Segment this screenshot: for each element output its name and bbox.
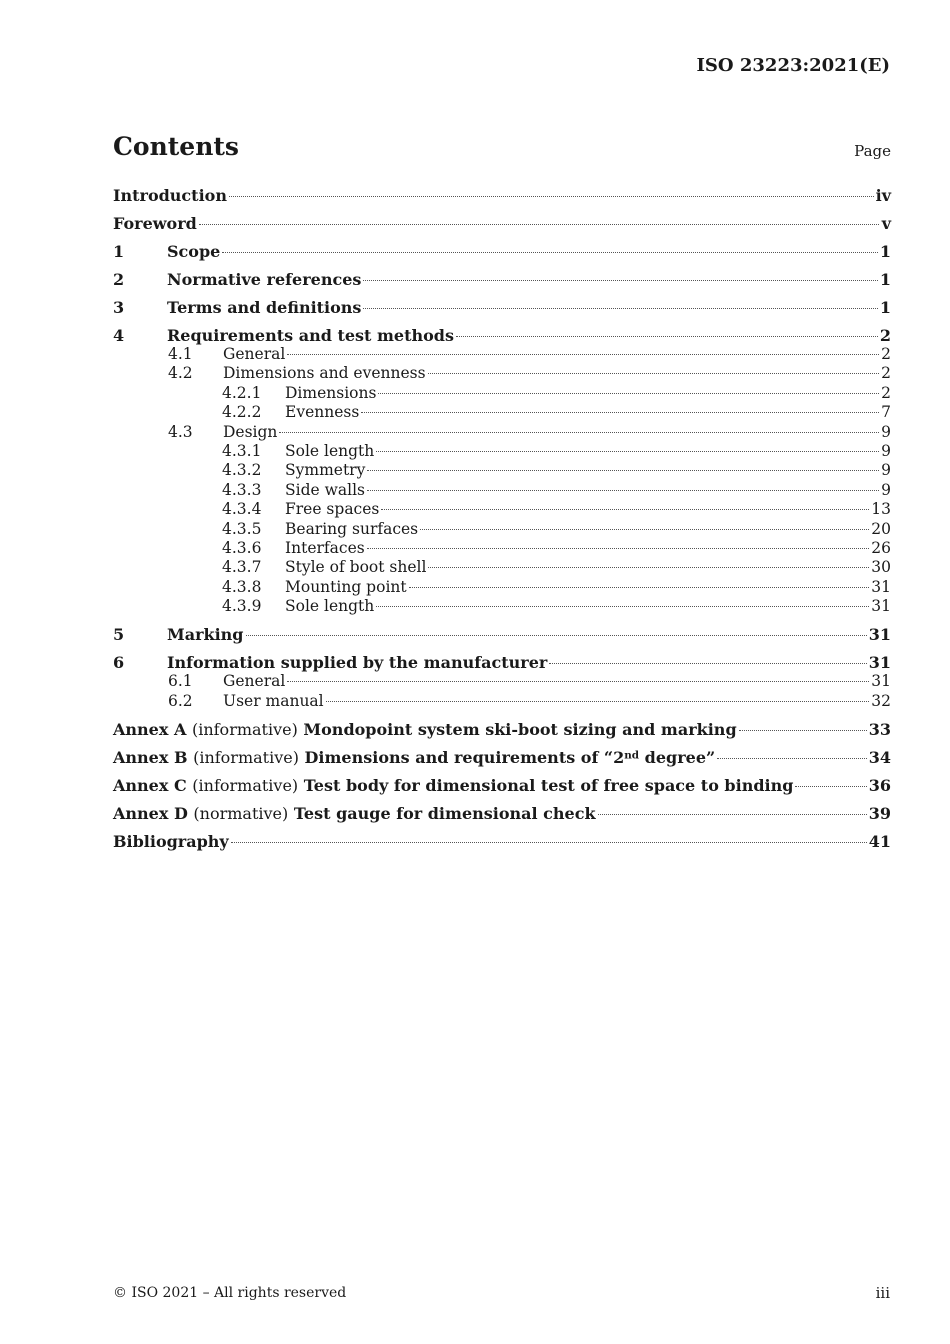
annex-label: Annex D	[113, 804, 188, 824]
toc-entry-normative-references[interactable]	[113, 270, 891, 289]
toc-entry-page: 31	[868, 625, 891, 645]
toc-entry-page: 20	[871, 519, 891, 538]
toc-entry-number: 4	[113, 326, 125, 345]
toc-entry-page: 31	[871, 672, 891, 691]
dot-leader	[222, 252, 878, 253]
toc-entry-number: 4.2	[168, 364, 193, 383]
dot-leader	[229, 196, 874, 197]
copyright-notice: © ISO 2021 – All rights reserved	[113, 1285, 347, 1301]
dot-leader	[428, 373, 879, 374]
toc-entry-title: Dimensions and evenness	[223, 364, 426, 383]
toc-entry-title	[113, 748, 715, 767]
toc-entry-number: 4.2.1	[222, 383, 262, 402]
toc-entry-title: Marking	[167, 625, 244, 645]
toc-entry-page: 2	[881, 364, 891, 383]
toc-entry-4-3-2[interactable]	[113, 461, 891, 480]
toc-entry-title	[113, 804, 596, 823]
toc-entry-title: Requirements and test methods	[167, 326, 454, 345]
toc-entry-page: 2	[881, 383, 891, 402]
dot-leader	[549, 663, 866, 664]
dot-leader	[363, 308, 877, 309]
annex-kind: (informative)	[193, 748, 299, 768]
toc-entry-number: 6.1	[168, 672, 193, 691]
toc-entry-4-3-3[interactable]	[113, 481, 891, 500]
toc-entry-title: Foreword	[113, 214, 197, 233]
toc-entry-number: 4.3.9	[222, 597, 262, 616]
toc-entry-annex-d[interactable]	[113, 804, 891, 823]
toc-entry-title: Terms and definitions	[167, 298, 362, 317]
toc-entry-page: 1	[879, 242, 891, 261]
dot-leader	[428, 567, 869, 568]
toc-entry-page: 36	[868, 776, 891, 796]
toc-entry-requirements[interactable]	[113, 326, 891, 345]
toc-entry-title	[113, 720, 737, 739]
toc-entry-page: 9	[881, 422, 891, 441]
toc-entry-foreword[interactable]	[113, 214, 891, 233]
annex-kind: (informative)	[192, 776, 299, 796]
toc-entry-number: 1	[113, 242, 125, 261]
toc-entry-page: 1	[879, 270, 891, 289]
toc-entry-title: Symmetry	[285, 461, 366, 480]
annex-kind: (informative)	[191, 720, 298, 740]
annex-title: Test gauge for dimensional check	[293, 804, 596, 824]
toc-entry-4-3-1[interactable]	[113, 442, 891, 461]
toc-entry-title: Interfaces	[285, 538, 365, 557]
toc-entry-number: 4.3.2	[222, 461, 262, 480]
toc-entry-annex-b[interactable]	[113, 748, 891, 767]
toc-entry-title: Free spaces	[285, 500, 380, 519]
toc-entry-number: 4.3.4	[222, 500, 262, 519]
dot-leader	[381, 509, 869, 510]
toc-entry-title: Side walls	[285, 480, 365, 499]
annex-label: Annex A	[113, 720, 187, 740]
toc-entry-4-1[interactable]	[113, 345, 891, 364]
toc-entry-page: 31	[871, 577, 891, 596]
toc-entry-title: Information supplied by the manufacturer	[167, 653, 548, 673]
dot-leader	[361, 412, 879, 413]
toc-entry-page: 30	[871, 558, 891, 577]
toc-entry-page: 9	[881, 480, 891, 499]
page-number: iii	[875, 1284, 890, 1302]
dot-leader	[376, 606, 869, 607]
toc-entry-number: 4.1	[168, 345, 193, 363]
toc-entry-number: 2	[113, 270, 125, 289]
dot-leader	[376, 451, 879, 452]
toc-entry-introduction[interactable]	[113, 186, 891, 205]
toc-entry-title: Design	[223, 422, 278, 441]
toc-entry-annex-c[interactable]	[113, 776, 891, 795]
toc-entry-page: 9	[881, 461, 891, 480]
toc-entry-4-3-9[interactable]	[113, 597, 891, 616]
annex-label: Annex B	[113, 748, 188, 768]
toc-entry-number: 6	[113, 653, 125, 673]
annex-label: Annex C	[113, 776, 187, 796]
toc-entry-number: 4.3.5	[222, 519, 262, 538]
toc-entry-title: Introduction	[113, 186, 227, 205]
toc-entry-4-3-7[interactable]	[113, 558, 891, 577]
toc-entry-4-2-2[interactable]	[113, 403, 891, 422]
toc-entry-number: 4.2.2	[222, 403, 262, 422]
toc-entry-number: 4.3.6	[222, 538, 262, 557]
dot-leader	[795, 786, 866, 787]
annex-title: Test body for dimensional test of free space to binding	[303, 776, 794, 796]
dot-leader	[287, 681, 869, 682]
toc-entry-scope[interactable]	[113, 242, 891, 261]
toc-entry-number: 3	[113, 298, 125, 317]
dot-leader	[739, 730, 867, 731]
toc-entry-page: 1	[879, 298, 891, 317]
dot-leader	[717, 758, 867, 759]
toc-entry-number: 4.3.3	[222, 480, 262, 499]
toc-entry-title: Evenness	[285, 403, 360, 422]
toc-entry-page: 13	[871, 500, 891, 519]
toc-entry-4-3-8[interactable]	[113, 578, 891, 597]
toc-entry-title: Scope	[167, 242, 221, 261]
dot-leader	[326, 701, 870, 702]
toc-entry-page: 7	[881, 403, 891, 422]
dot-leader	[246, 635, 867, 636]
toc-entry-title: Sole length	[285, 441, 375, 460]
toc-entry-title: Bibliography	[113, 832, 229, 852]
toc-header	[113, 132, 891, 166]
toc-entry-page: iv	[875, 186, 891, 205]
dot-leader	[367, 490, 879, 491]
toc-entry-6-2[interactable]	[113, 692, 891, 711]
toc-entry-title: General	[223, 345, 286, 363]
page-title: Contents	[113, 132, 240, 161]
toc-entry-number: 4.3.7	[222, 558, 262, 577]
dot-leader	[420, 529, 869, 530]
dot-leader	[378, 393, 879, 394]
toc-entry-page: 33	[868, 720, 891, 740]
annex-title: Mondopoint system ski-boot sizing and marking	[303, 720, 737, 740]
toc-entry-page: v	[881, 214, 891, 233]
toc-entry-page: 39	[868, 804, 891, 824]
table-of-contents	[113, 186, 891, 851]
toc-entry-page: 26	[871, 538, 891, 557]
toc-entry-4-3-6[interactable]	[113, 539, 891, 558]
toc-entry-number: 5	[113, 625, 125, 645]
toc-entry-page: 31	[868, 653, 891, 673]
toc-entry-number: 4.3	[168, 422, 193, 441]
toc-entry-page: 32	[871, 691, 891, 710]
page-column-label: Page	[854, 142, 891, 160]
dot-leader	[287, 354, 879, 355]
toc-entry-4-2[interactable]	[113, 364, 891, 383]
dot-leader	[456, 336, 878, 337]
dot-leader	[409, 587, 870, 588]
toc-entry-page: 34	[868, 748, 891, 768]
toc-entry-4-3-4[interactable]	[113, 500, 891, 519]
toc-entry-page: 2	[881, 345, 891, 363]
dot-leader	[367, 470, 879, 471]
dot-leader	[363, 280, 877, 281]
toc-entry-title: Normative references	[167, 270, 362, 289]
toc-entry-bibliography[interactable]	[113, 832, 891, 851]
toc-entry-4-3[interactable]	[113, 423, 891, 442]
toc-entry-title: Bearing surfaces	[285, 519, 419, 538]
toc-entry-title: Style of boot shell	[285, 558, 427, 577]
toc-entry-page: 9	[881, 441, 891, 460]
dot-leader	[598, 814, 867, 815]
toc-entry-page: 41	[868, 832, 891, 852]
annex-kind: (normative)	[193, 804, 289, 824]
dot-leader	[279, 432, 879, 433]
dot-leader	[367, 548, 870, 549]
dot-leader	[199, 224, 879, 225]
toc-entry-page: 2	[879, 326, 891, 345]
toc-entry-title: Sole length	[285, 597, 375, 616]
toc-entry-information-supplied[interactable]	[113, 653, 891, 672]
toc-entry-6-1[interactable]	[113, 672, 891, 691]
toc-entry-terms-and-definitions[interactable]	[113, 298, 891, 317]
toc-entry-4-3-5[interactable]	[113, 520, 891, 539]
toc-entry-number: 4.3.8	[222, 577, 262, 596]
toc-entry-number: 4.3.1	[222, 441, 262, 460]
annex-title: Dimensions and requirements of “2nd degree”	[304, 748, 716, 768]
toc-entry-title: Dimensions	[285, 383, 377, 402]
toc-entry-4-2-1[interactable]	[113, 384, 891, 403]
document-id: ISO 23223:2021(E)	[696, 55, 890, 76]
toc-entry-number: 6.2	[168, 691, 193, 710]
toc-entry-title: General	[223, 672, 286, 691]
toc-entry-title: User manual	[223, 691, 324, 710]
toc-entry-title	[113, 776, 793, 795]
dot-leader	[231, 842, 867, 843]
toc-entry-page: 31	[871, 597, 891, 616]
toc-entry-marking[interactable]	[113, 625, 891, 644]
toc-entry-annex-a[interactable]	[113, 720, 891, 739]
toc-entry-title: Mounting point	[285, 577, 407, 596]
